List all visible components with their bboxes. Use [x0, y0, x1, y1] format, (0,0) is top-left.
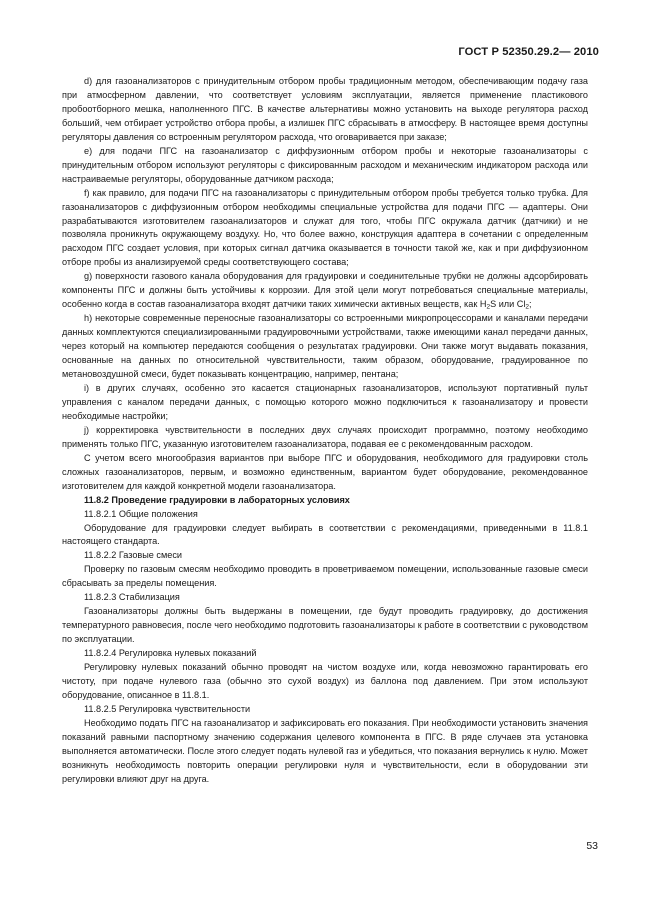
text-run: S или Cl [490, 299, 526, 310]
paragraph: h) некоторые современные переносные газоанализаторы со встроенными микропроцессорами и каналами передачи данных комплектуются специализированными градуировочными устройствами, также имеющими канал передачи данных, через который на компьютер передаются сообщения о результатах градуировки. Они также могут выдавать показания, основанные на данных по относительной чувствительности, таким образом, оборудование, градуированное по метановоздушной смеси, будет показывать концентрацию, например, пентана; [62, 313, 588, 380]
page-number: 53 [586, 840, 598, 852]
section-heading: 11.8.2 Проведение градуировки в лабораторных условиях [84, 494, 350, 505]
subscript: 2 [525, 303, 529, 311]
paragraph: С учетом всего многообразия вариантов при выборе ПГС и оборудования, необходимого для градуировки столь сложных газоанализаторов, первым, и возможно единственным, вариантом будет оборудование, рекомендованное изготовителем для каждой конкретной модели газоанализатора. [62, 452, 588, 491]
paragraph: Регулировку нулевых показаний обычно проводят на чистом воздухе или, когда невозможно гарантировать его чистоту, при подаче нулевого газа (обычно это сухой воздух) из баллона под давлением. При этом используют оборудование, описанное в 11.8.1. [62, 662, 588, 700]
subsection-heading: 11.8.2.1 Общие положения [84, 508, 198, 519]
document-header: ГОСТ Р 52350.29.2— 2010 [458, 46, 599, 58]
paragraph: Необходимо подать ПГС на газоанализатор и зафиксировать его показания. При необходимости установить значения показаний равными паспортному значению содержания целевого компонента в ПГС. В ряде случаев эта установка выполняется автоматически. После этого следует подать нулевой газ и убедиться, что показания вернулись к нулю. Может возникнуть необходимость повторить операции регулировки нуля и чувствительности, если в оборудовании эти регулировки влияют друг на друга. [62, 717, 588, 784]
subscript: 2 [486, 303, 491, 311]
paragraph: e) для подачи ПГС на газоанализатор с диффузионным отбором пробы и некоторые газоанализаторы с принудительным отбором используют регуляторы с фиксированным расходом и механическим индикатором расхода или настраиваемые регуляторы, оборудованные датчиком расхода; [62, 145, 588, 184]
subsection-heading: 11.8.2.5 Регулировка чувствительности [84, 703, 251, 714]
subsection-heading: 11.8.2.4 Регулировка нулевых показаний [84, 648, 257, 659]
paragraph: Оборудование для градуировки следует выбирать в соответствии с рекомендациями, приведенными в 11.8.1 настоящего стандарта. [62, 522, 588, 547]
subsection-heading: 11.8.2.3 Стабилизация [84, 592, 180, 603]
subsection-heading: 11.8.2.2 Газовые смеси [84, 550, 182, 561]
paragraph: d) для газоанализаторов с принудительным отбором пробы традиционным методом, обеспечивающим подачу газа при атмосферном давлении, что соответствует условиям эксплуатации, является применение пластикового пробоотборного мешка, наполненного ПГС. В качестве альтернативы можно установить на выходе регулятора расход больший, чем отбирает устройство отбора пробы, а излишек ПГС сбрасывать в атмосферу. В настоящее время доступны регуляторы давления со встроенным регулятором расхода, что оговаривается при заказе; [62, 76, 588, 142]
paragraph: f) как правило, для подачи ПГС на газоанализаторы с принудительным отбором пробы требуется только трубка. Для газоанализаторов с диффузионным отбором необходимы специальные устройства для подачи ПГС — адаптеры. Они разрабатываются изготовителем газоанализаторов и служат для того, чтобы ПГС окружала датчик (датчики) и не позволяла проникнуть окружающему воздуху. Но, что более важно, конструкция адаптера в сочетании с определенным расходом ПГС создает условия, при которых сигнал датчика оказывается в точности такой же, как и при диффузионном отборе пробы из анализируемой среды соответствующего состава; [62, 187, 588, 268]
text-run: ; [529, 299, 532, 310]
paragraph: j) корректировка чувствительности в последних двух случаях происходит программно, поэтому необходимо применять только ПГС, указанную изготовителем газоанализатора, подавая ее с рекомендованным расходом. [62, 424, 588, 449]
document-body [62, 75, 588, 787]
paragraph: Газоанализаторы должны быть выдержаны в помещении, где будут проводить градуировку, до достижения температурного равновесия, после чего необходимо подготовить газоанализаторы к работе в соответствии с руководством по эксплуатации. [62, 606, 588, 645]
paragraph: i) в других случаях, особенно это касается стационарных газоанализаторов, используют портативный пульт управления с каналом передачи данных, с помощью которого можно подключиться к газоанализатору и провести необходимые настройки; [62, 382, 588, 421]
text-run: g) поверхности газового канала оборудования для градуировки и соединительные трубки не должны адсорбировать компоненты ПГС и должны быть устойчивы к коррозии. Для этой цели могут потребоваться специальные материалы, особенно когда в состав газоанализатора входят датчики таких химически активных веществ, как H [62, 271, 588, 310]
paragraph [62, 270, 588, 312]
paragraph: Проверку по газовым смесям необходимо проводить в проветриваемом помещении, использованные газовые смеси сбрасывать за пределы помещения. [62, 564, 588, 589]
